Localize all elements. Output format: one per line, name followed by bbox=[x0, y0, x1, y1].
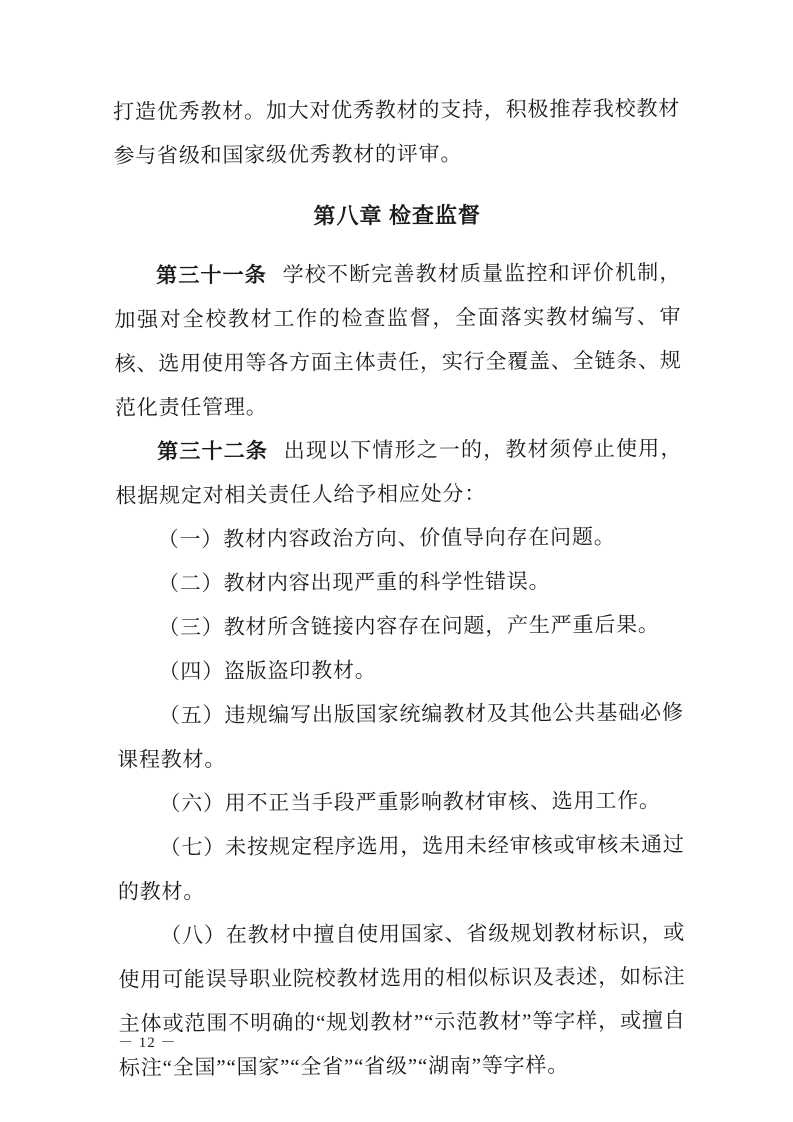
list-item: （一）教材内容政治方向、价值导向存在问题。 bbox=[157, 524, 616, 552]
article-32 bbox=[115, 426, 683, 517]
page-number: － 12 － bbox=[118, 1035, 177, 1051]
article-31-text: 学校不断完善教材质量监控和评价机制，加强对全校教材工作的检查监督，全面落实教材编写、审核、选用使用等各方面主体责任，实行全覆盖、全链条、规范化责任管理。 bbox=[114, 260, 682, 420]
list-item: （三）教材所含链接内容存在问题，产生严重后果。 bbox=[158, 612, 660, 640]
article-32-text: 出现以下情形之一的，教材须停止使用，根据规定对相关责任人给予相应处分： bbox=[115, 436, 683, 508]
list-item: （四）盗版盗印教材。 bbox=[158, 658, 377, 684]
article-31 bbox=[114, 250, 682, 429]
list-item: （八）在教材中擅自使用国家、省级规划教材标识，或使用可能误导职业院校教材选用的相似标识及表述，如标注主体或范围不明确的“规划教材”“示范教材”等字样，或擅自标注“全国”“国家”“全省”“省级”“湖南”等字样。 bbox=[118, 920, 686, 1080]
article-31-number: 第三十一条 bbox=[156, 262, 268, 288]
list-item: （五）违规编写出版国家统编教材及其他公共基础必修课程教材。 bbox=[117, 700, 684, 772]
article-32-item-list bbox=[116, 514, 686, 1089]
article-32-number: 第三十二条 bbox=[157, 438, 269, 464]
list-item: （七）未按规定程序选用，选用未经审核或审核未通过的教材。 bbox=[117, 832, 685, 904]
document-content bbox=[113, 86, 686, 1089]
list-item: （二）教材内容出现严重的科学性错误。 bbox=[157, 569, 551, 596]
intro-paragraph: 打造优秀教材。加大对优秀教材的支持，积极推荐我校教材参与省级和国家级优秀教材的评审。 bbox=[113, 96, 681, 168]
list-item: （六）用不正当手段严重影响教材审核、选用工作。 bbox=[159, 788, 661, 816]
chapter-heading: 第八章 检查监督 bbox=[313, 202, 482, 229]
